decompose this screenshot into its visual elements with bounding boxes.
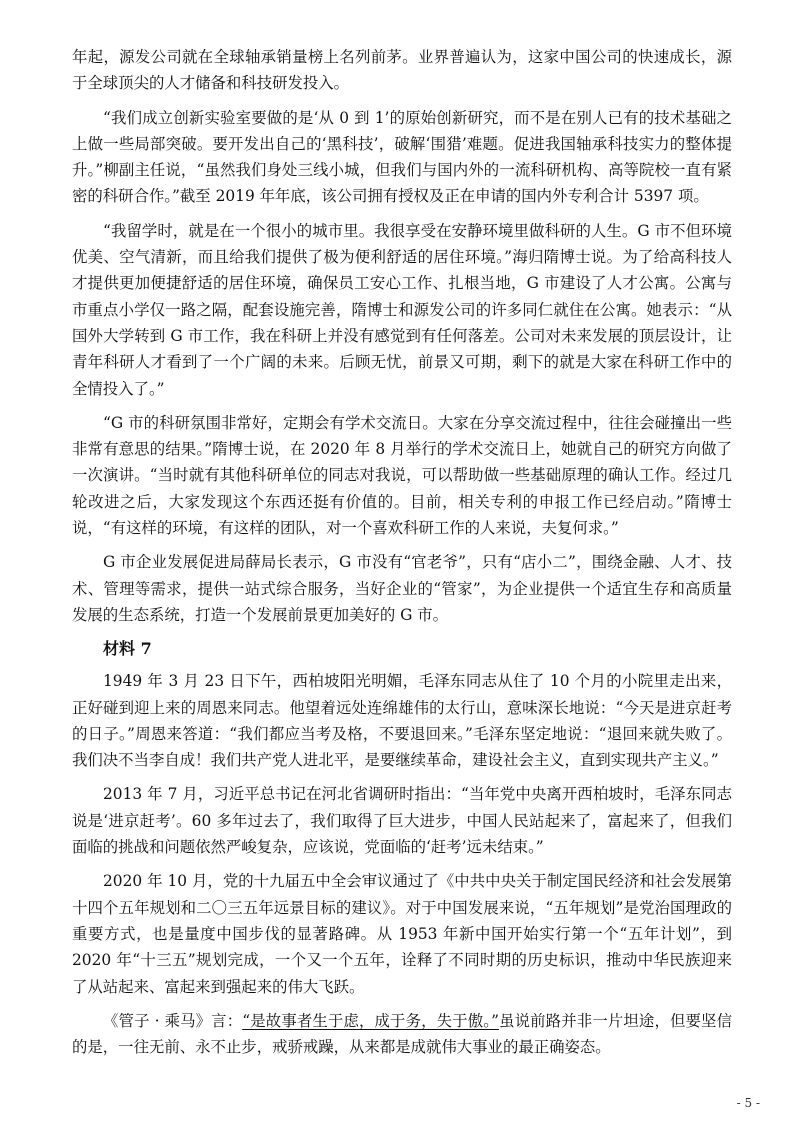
underlined-quote: “是故事者生于虑，成于务，失于傲。” bbox=[242, 1011, 499, 1030]
paragraph-five-year-plan: 2020 年 10 月，党的十九届五中全会审议通过了《中共中央关于制定国民经济和社会发展第十四个五年规划和二〇三五年远景目标的建议》。对于中国发展来说，“五年规划”是党治国理政的重要方式，也是量度中国步伐的显著路碑。从 1953 年新中国开始实行第一个“五年计划”，到 2020 年“十三五”规划完成，一个又一个五年，诠释了不同时期的历史标识，推动中华民族迎来了从站起来、富起来到强起来的伟大飞跃。 bbox=[72, 872, 732, 996]
quote-prefix: 《管子 · 乘马》言： bbox=[103, 1011, 243, 1030]
paragraph-xibaipo: 1949 年 3 月 23 日下午，西柏坡阳光明媚，毛泽东同志从住了 10 个月的小院里走出来，正好碰到迎上来的周恩来同志。他望着远处连绵雄伟的太行山，意味深长地说：“今天是进京赶考的日子。”周恩来答道：“我们都应当考及格，不要退回来。”毛泽东坚定地说：“退回来就失败了。我们决不当李自成！我们共产党人进北平，是要继续革命，建设社会主义，直到实现共产主义。” bbox=[72, 672, 732, 770]
document-page bbox=[72, 44, 732, 1068]
paragraph-2013-speech: 2013 年 7 月，习近平总书记在河北省调研时指出：“当年党中央离开西柏坡时，毛泽东同志说是‘进京赶考’。60 多年过去了，我们取得了巨大进步，中国人民站起来了，富起来了，但我们面临的挑战和问题依然严峻复杂，应该说，党面临的‘赶考’远未结束。” bbox=[72, 785, 732, 857]
paragraph-innovation-lab: “我们成立创新实验室要做的是‘从 0 到 1’的原始创新研究，而不是在别人已有的技术基础之上做一些局部突破。要开发出自己的‘黑科技’，破解‘围猎’难题。促进我国轴承科技实力的整体提升。”柳副主任说，“虽然我们身处三线小城，但我们与国内外的一流科研机构、高等院校一直有紧密的科研合作。”截至 2019 年年底，该公司拥有授权及正在申请的国内外专利合计 5397 项。 bbox=[72, 108, 732, 206]
section-heading-material-7: 材料 7 bbox=[103, 639, 152, 659]
paragraph-talent-apartment: “我留学时，就是在一个很小的城市里。我很享受在安静环境里做科研的人生。G 市不但环境优美、空气清新，而且给我们提供了极为便利舒适的居住环境。”海归隋博士说。为了给高科技人才提供更加便捷舒适的居住环境，确保员工安心工作、扎根当地，G 市建设了人才公寓。公寓与市重点小学仅一路之隔，配套设施完善，隋博士和源发公司的许多同仁就住在公寓。她表示：“从国外大学转到 G 市工作，我在科研上并没有感觉到有任何落差。公司对未来发展的顶层设计，让青年科研人才看到了一个广阔的未来。后顾无忧，前景又可期，剩下的就是大家在科研工作中的全情投入了。” bbox=[72, 221, 732, 398]
quote-suffix: 虽说前路并非一片坦途，但要坚信的是，一往无前、永不止步，戒骄戒躁，从来都是成就伟大事业的最正确姿态。 bbox=[72, 1011, 732, 1057]
paragraph-guanzi-quote bbox=[72, 1008, 732, 1061]
paragraph-continued: 年起，源发公司就在全球轴承销量榜上名列前茅。业界普遍认为，这家中国公司的快速成长，源于全球顶尖的人才储备和科技研发投入。 bbox=[72, 48, 732, 93]
page-number: - 5 - bbox=[736, 1096, 760, 1110]
paragraph-academic-exchange: “G 市的科研氛围非常好，定期会有学术交流日。大家在分享交流过程中，往往会碰撞出一些非常有意思的结果。”隋博士说，在 2020 年 8 月举行的学术交流日上，她就自己的研究方向做了一次演讲。“当时就有其他科研单位的同志对我说，可以帮助做一些基础原理的确认工作。经过几轮改进之后，大家发现这个东西还挺有价值的。目前，相关专利的申报工作已经启动。”隋博士说，“有这样的环境，有这样的团队，对一个喜欢科研工作的人来说，夫复何求。” bbox=[72, 413, 732, 538]
paragraph-business-service: G 市企业发展促进局薛局长表示，G 市没有“官老爷”，只有“店小二”，围绕金融、人才、技术、管理等需求，提供一站式综合服务，当好企业的“管家”，为企业提供一个适宜生存和高质量发展的生态系统，打造一个发展前景更加美好的 G 市。 bbox=[72, 553, 732, 624]
